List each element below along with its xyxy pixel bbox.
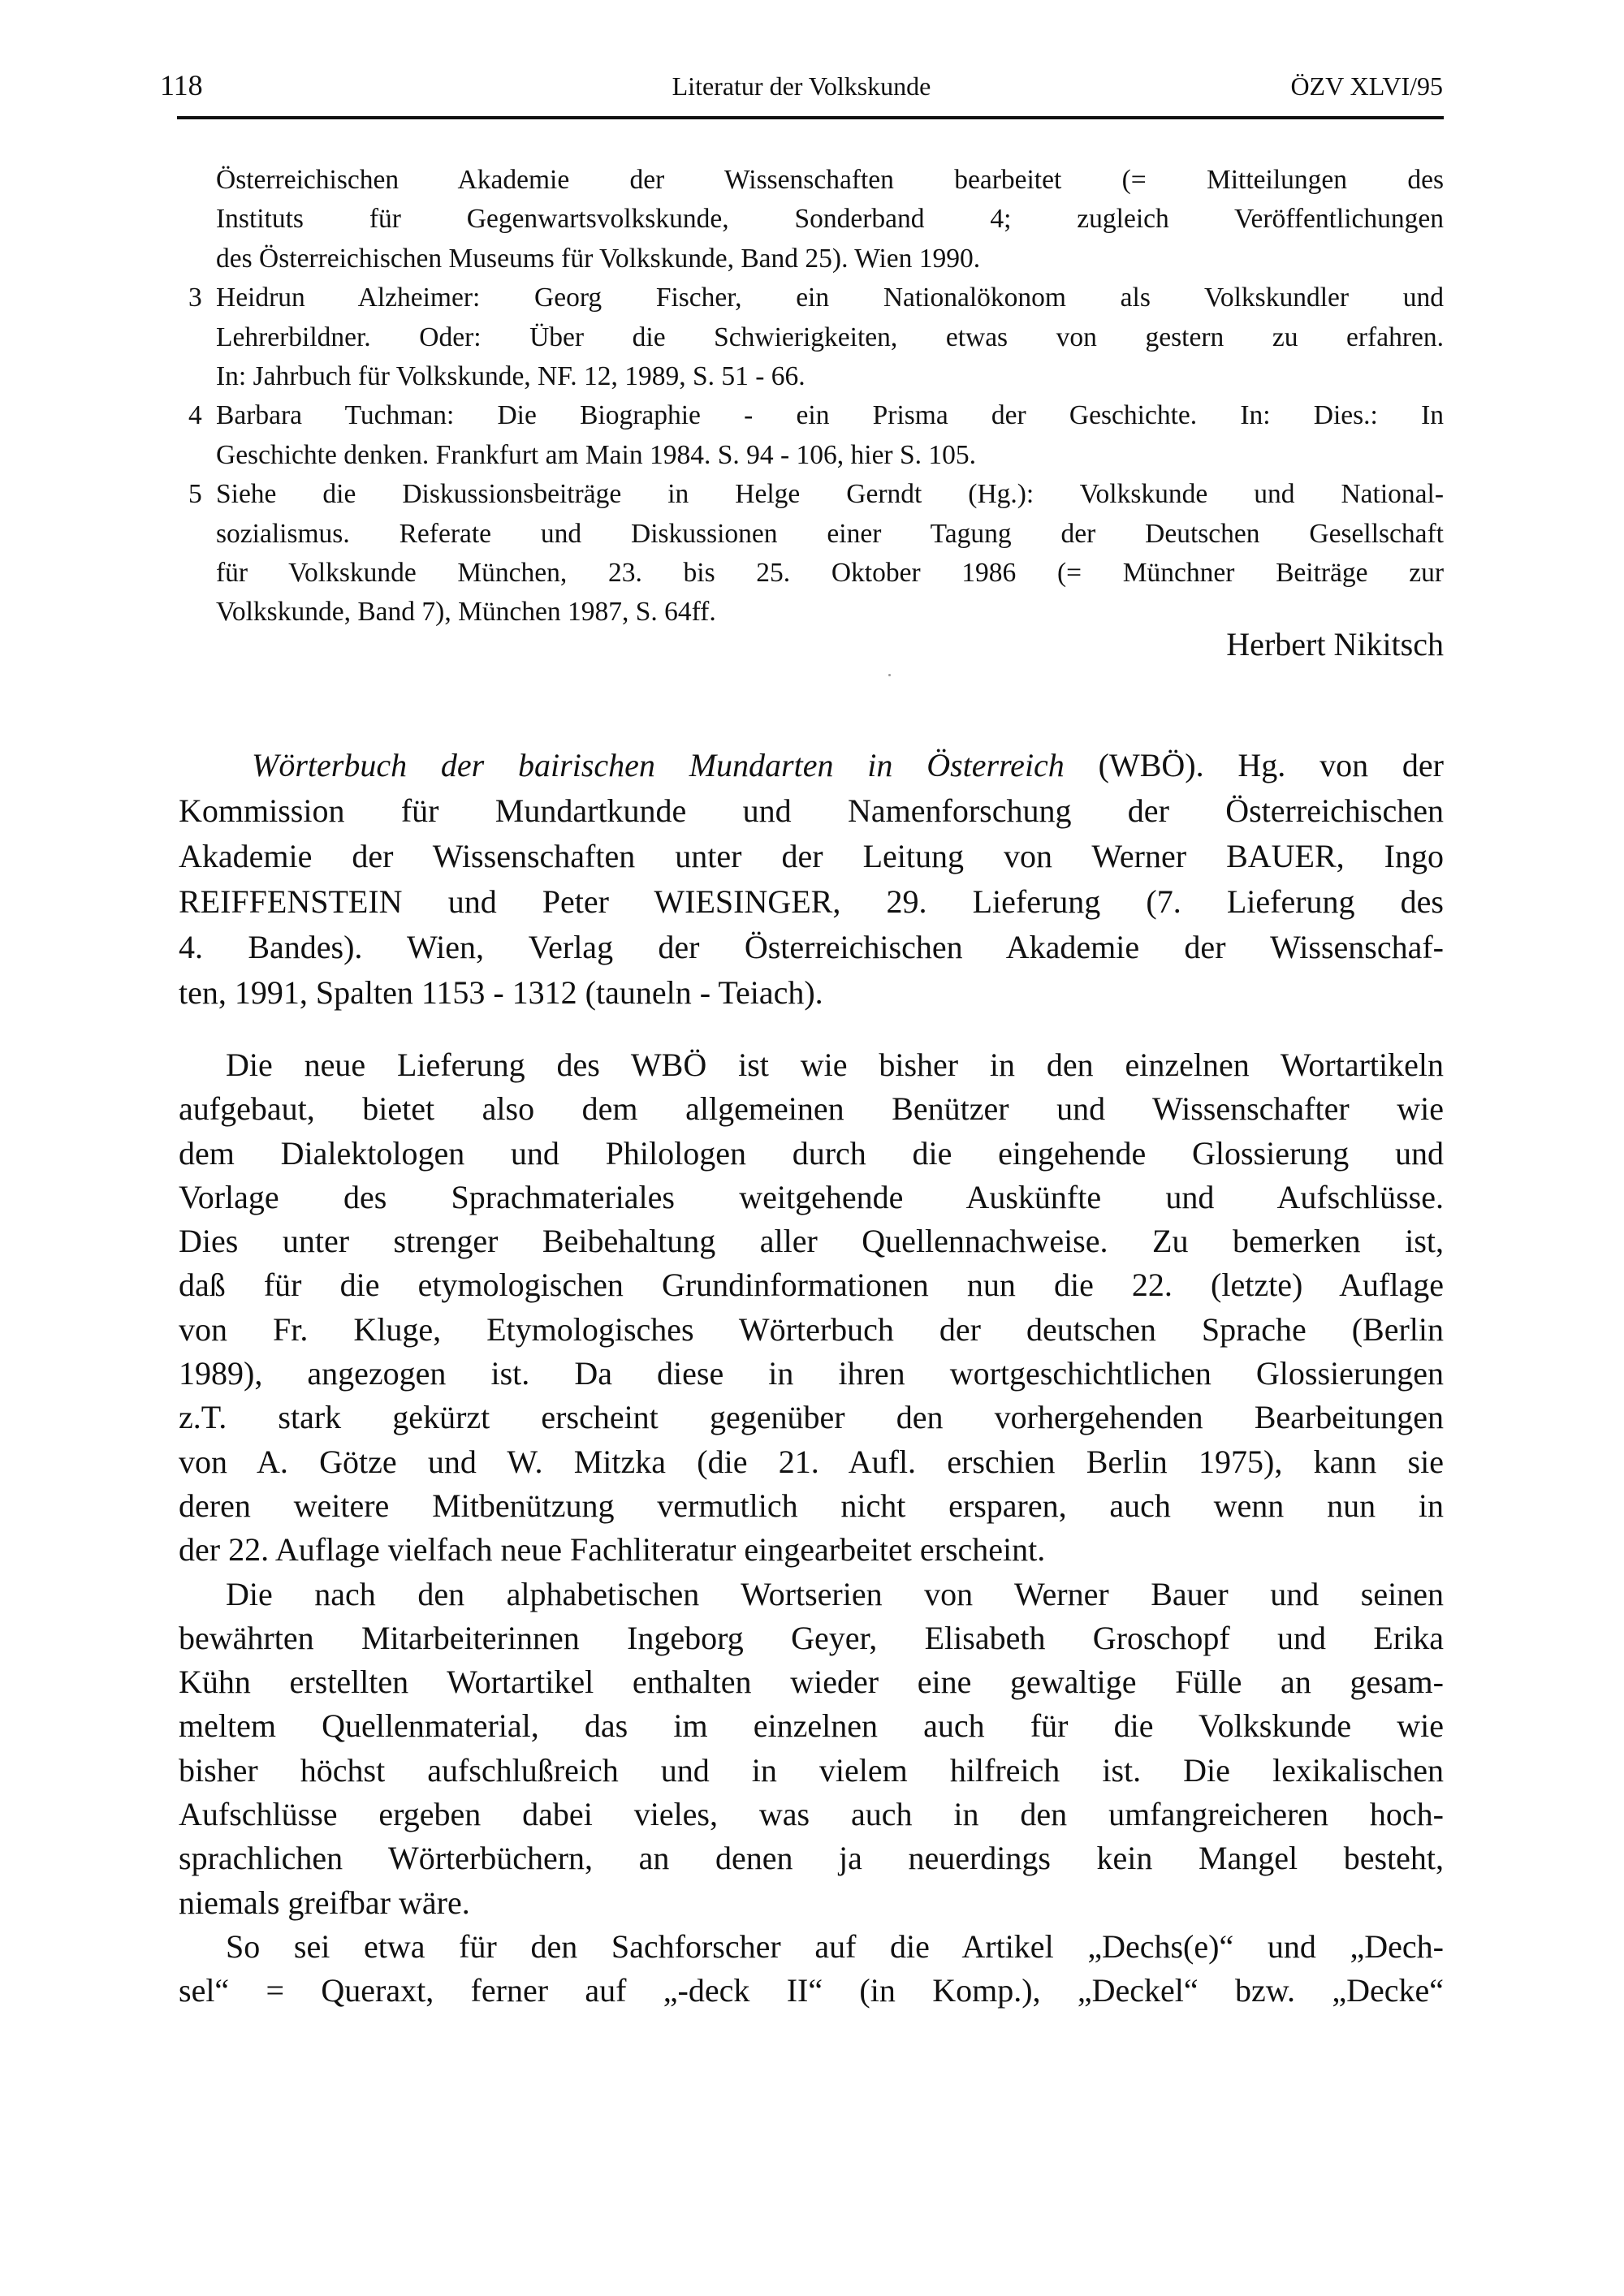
paragraph-3: So sei etwa für den Sachforscher auf die Artikel „Dechs(e)“ und „Dech- sel“ = Queraxt, ferner auf „-deck II“ (in Komp.), „Deckel“ bzw. „Decke“	[179, 1927, 1444, 2009]
page-number: 118	[160, 69, 203, 101]
volume-label: ÖZV XLVI/95	[1290, 71, 1443, 101]
header-rule	[177, 116, 1444, 119]
footnote-number: 5	[188, 479, 202, 510]
footnote-number: 4	[188, 400, 202, 431]
footnote-3: 3 Heidrun Alzheimer: Georg Fischer, ein Nationalökonom als Volkskundler und Lehrerbildner. Oder: Über die Schwierigkeiten, etwas von gestern zu erfahren. In: Jahrbuch für Volkskunde, NF. 12, 1989, S. 51 - 66.	[182, 278, 1444, 396]
footnote-5: 5 Siehe die Diskussionsbeiträge in Helge Gerndt (Hg.): Volkskunde und National- sozialismus. Referate und Diskussionen einer Tagung der Deutschen Gesellschaft für Volkskunde München, 23. bis 25. Oktober 1986 (= Münchner Beiträge zur Volkskunde, Band 7), München 1987, S. 64ff.	[182, 475, 1444, 632]
paragraph-1: Die neue Lieferung des WBÖ ist wie bisher in den einzelnen Wortartikeln aufgebaut, bietet also dem allgemeinen Benützer und Wissenschafter wie dem Dialektologen und Philologen durch die eingehende Glossierung und Vorlage des Sprachmateriales weitgehende Auskünfte und Aufschlüsse. Dies unter strenger Beibehaltung aller Quellennachweise. Zu bemerken ist, daß für die etymologischen Grundinformationen nun die 22. (letzte) Auflage von Fr. Kluge, Etymologisches Wörterbuch der deutschen Sprache (Berlin 1989), angezogen ist. Da diese in ihren wortgeschichtlichen Glossierungen z.T. stark gekürzt erscheint gegenüber den vorhergehenden Bearbeitungen von A. Götze und W. Mitzka (die 21. Aufl. erschien Berlin 1975), kann sie deren weitere Mitbenützung vermutlich nicht ersparen, auch wenn nun in der 22. Auflage vielfach neue Fachliteratur eingearbeitet erscheint.	[179, 1047, 1444, 1569]
paragraph-2: Die nach den alphabetischen Wortserien von Werner Bauer und seinen bewährten Mitarbeiterinnen Ingeborg Geyer, Elisabeth Groschopf und Erika Kühn erstellten Wortartikel enthalten wieder eine gewaltige Fülle an gesam- meltem Quellenmaterial, das im einzelnen auch für die Volkskunde wie bisher höchst aufschlußreich und in vielem hilfreich ist. Die lexikalischen Aufschlüsse ergeben dabei vieles, was auch in den umfangreicheren hoch- sprachlichen Wörterbüchern, an denen ja neuerdings kein Mangel besteht, niemals greifbar wäre.	[179, 1575, 1444, 1921]
footnote-4: 4 Barbara Tuchman: Die Biographie - ein Prisma der Geschichte. In: Dies.: In Geschichte denken. Frankfurt am Main 1984. S. 94 - 106, hier S. 105.	[182, 396, 1444, 475]
review-body	[179, 1043, 1444, 2013]
review-title: Wörterbuch der bairischen Mundarten in Österreich	[252, 747, 1065, 783]
scan-speck	[888, 674, 891, 676]
author-signature: Herbert Nikitsch	[1226, 626, 1444, 662]
footnote-number: 3	[188, 283, 202, 313]
footnote-continuation: Österreichischen Akademie der Wissenschaften bearbeitet (= Mitteilungen des Instituts für Gegenwartsvolkskunde, Sonderband 4; zugleich Veröffentlichungen des Österreichischen Museums für Volkskunde, Band 25). Wien 1990.	[216, 165, 1444, 274]
footnotes	[182, 161, 1444, 632]
review-bibliographic-entry: Wörterbuch der bairischen Mundarten in Österreich (WBÖ). Hg. von der Kommission für Mundartkunde und Namenforschung der Österreichischen Akademie der Wissenschaften unter der Leitung von Werner BAUER, Ingo REIFFENSTEIN und Peter WIESINGER, 29. Lieferung (7. Lieferung des 4. Bandes). Wien, Verlag der Österreichischen Akademie der Wissenschaf- ten, 1991, Spalten 1153 - 1312 (tauneln - Teiach).	[179, 747, 1445, 1011]
running-title: Literatur der Volkskunde	[672, 71, 931, 101]
page-header	[160, 68, 1443, 109]
